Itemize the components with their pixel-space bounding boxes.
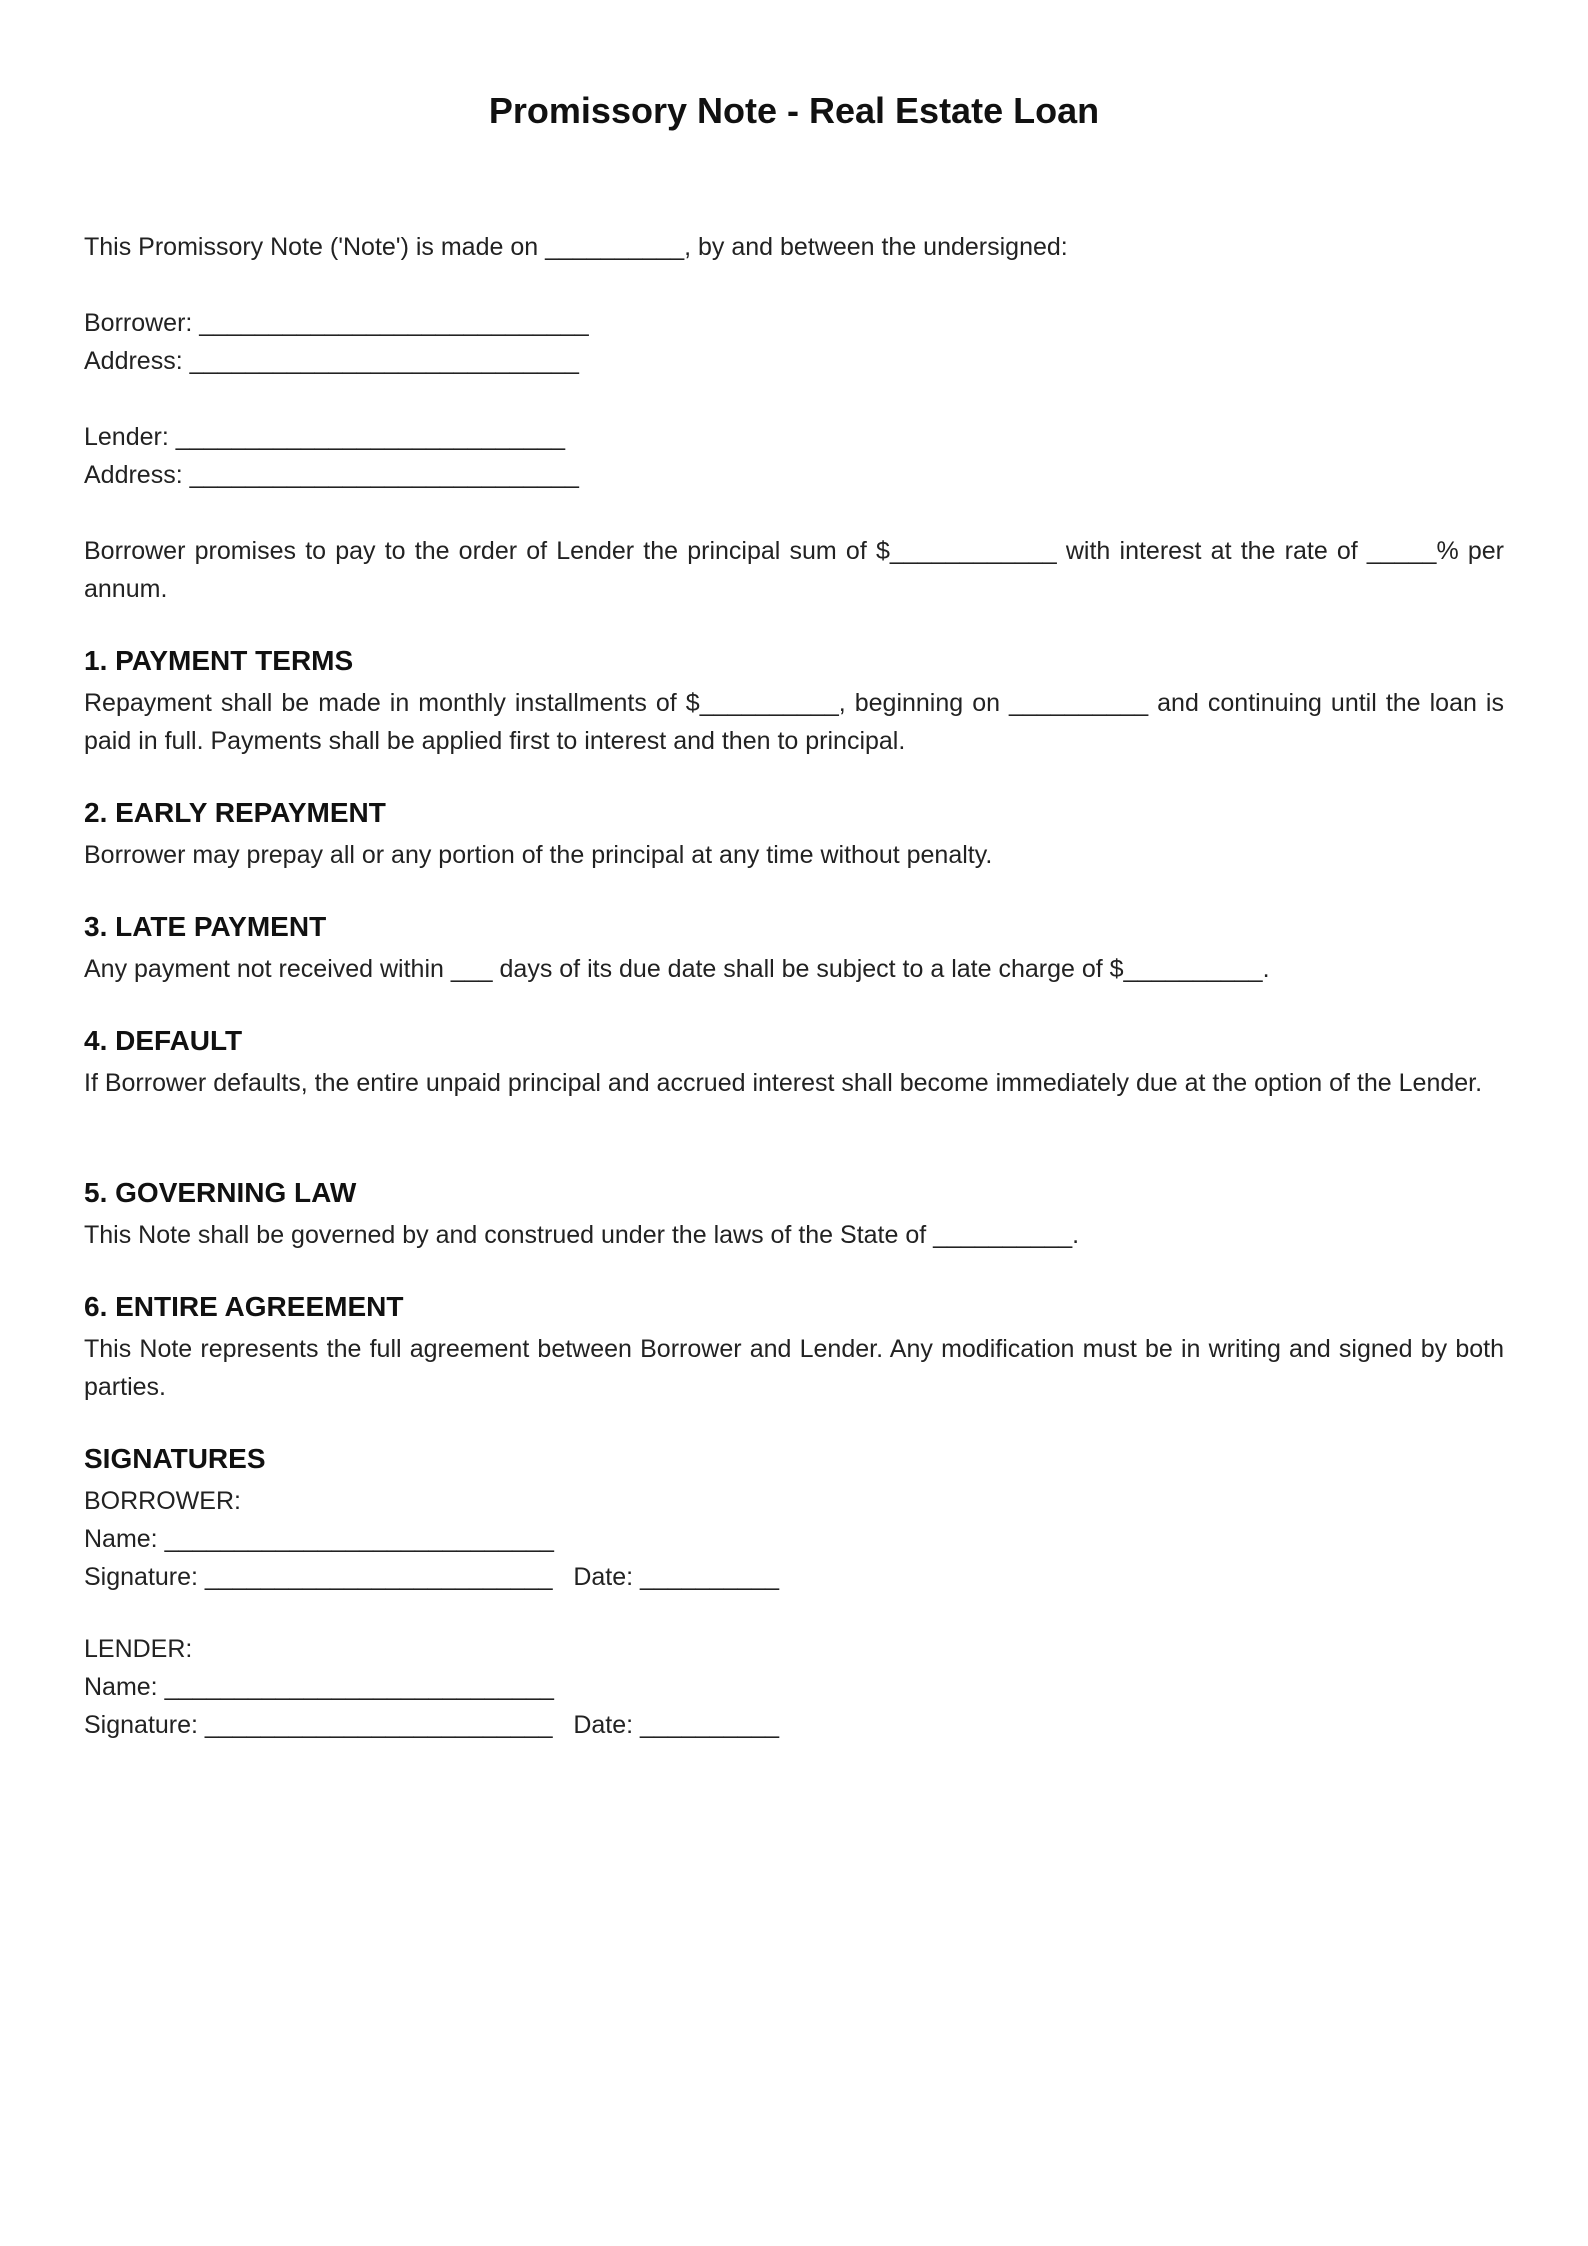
section-text: This Note shall be governed by and construed under the laws of the State of __________. [84,1221,1080,1249]
borrower-signature-line: Signature: _________________________ Date: __________ [84,1563,780,1591]
section-payment-terms [84,642,1504,760]
borrower-name-line: Name: ____________________________ [84,1525,554,1553]
intro-paragraph: This Promissory Note ('Note') is made on __________, by and between the undersigned: [84,233,1068,261]
section-default [84,1022,1504,1102]
borrower-info [84,304,1504,380]
principal-clause: Borrower promises to pay to the order of Lender the principal sum of $____________ with interest at the rate of _____% per annum. [84,537,1504,603]
signatures-heading: SIGNATURES [84,1443,266,1474]
section-heading: 4. DEFAULT [84,1025,243,1056]
lender-label: LENDER: [84,1635,193,1663]
section-heading: 5. GOVERNING LAW [84,1177,357,1208]
section-text: Borrower may prepay all or any portion of the principal at any time without penalty. [84,841,993,869]
section-text: Any payment not received within ___ days of its due date shall be subject to a late charge of $__________. [84,955,1270,983]
borrower-line: Borrower: ____________________________ [84,309,589,337]
lender-signature-block [84,1630,1504,1744]
lender-name-line: Name: ____________________________ [84,1673,554,1701]
borrower-address-line: Address: ____________________________ [84,347,579,375]
section-heading: 3. LATE PAYMENT [84,911,327,942]
lender-address-line: Address: ____________________________ [84,461,579,489]
borrower-label: BORROWER: [84,1487,241,1515]
signatures-section [84,1440,1504,1596]
section-text: If Borrower defaults, the entire unpaid principal and accrued interest shall become immediately due at the option of the Lender. [84,1069,1483,1097]
lender-signature-line: Signature: _________________________ Date: __________ [84,1711,780,1739]
section-late-payment [84,908,1504,988]
section-heading: 1. PAYMENT TERMS [84,645,354,676]
section-text: This Note represents the full agreement between Borrower and Lender. Any modification must be in writing and signed by both parties. [84,1335,1504,1401]
section-early-repayment [84,794,1504,874]
section-heading: 2. EARLY REPAYMENT [84,797,386,828]
section-governing-law [84,1174,1504,1254]
lender-info [84,418,1504,494]
section-text: Repayment shall be made in monthly installments of $__________, beginning on __________ and continuing until the loan is paid in full. Payments shall be applied first to interest and then to principal. [84,689,1504,755]
section-entire-agreement [84,1288,1504,1406]
page-title: Promissory Note - Real Estate Loan [488,90,1100,131]
lender-line: Lender: ____________________________ [84,423,566,451]
section-heading: 6. ENTIRE AGREEMENT [84,1291,404,1322]
